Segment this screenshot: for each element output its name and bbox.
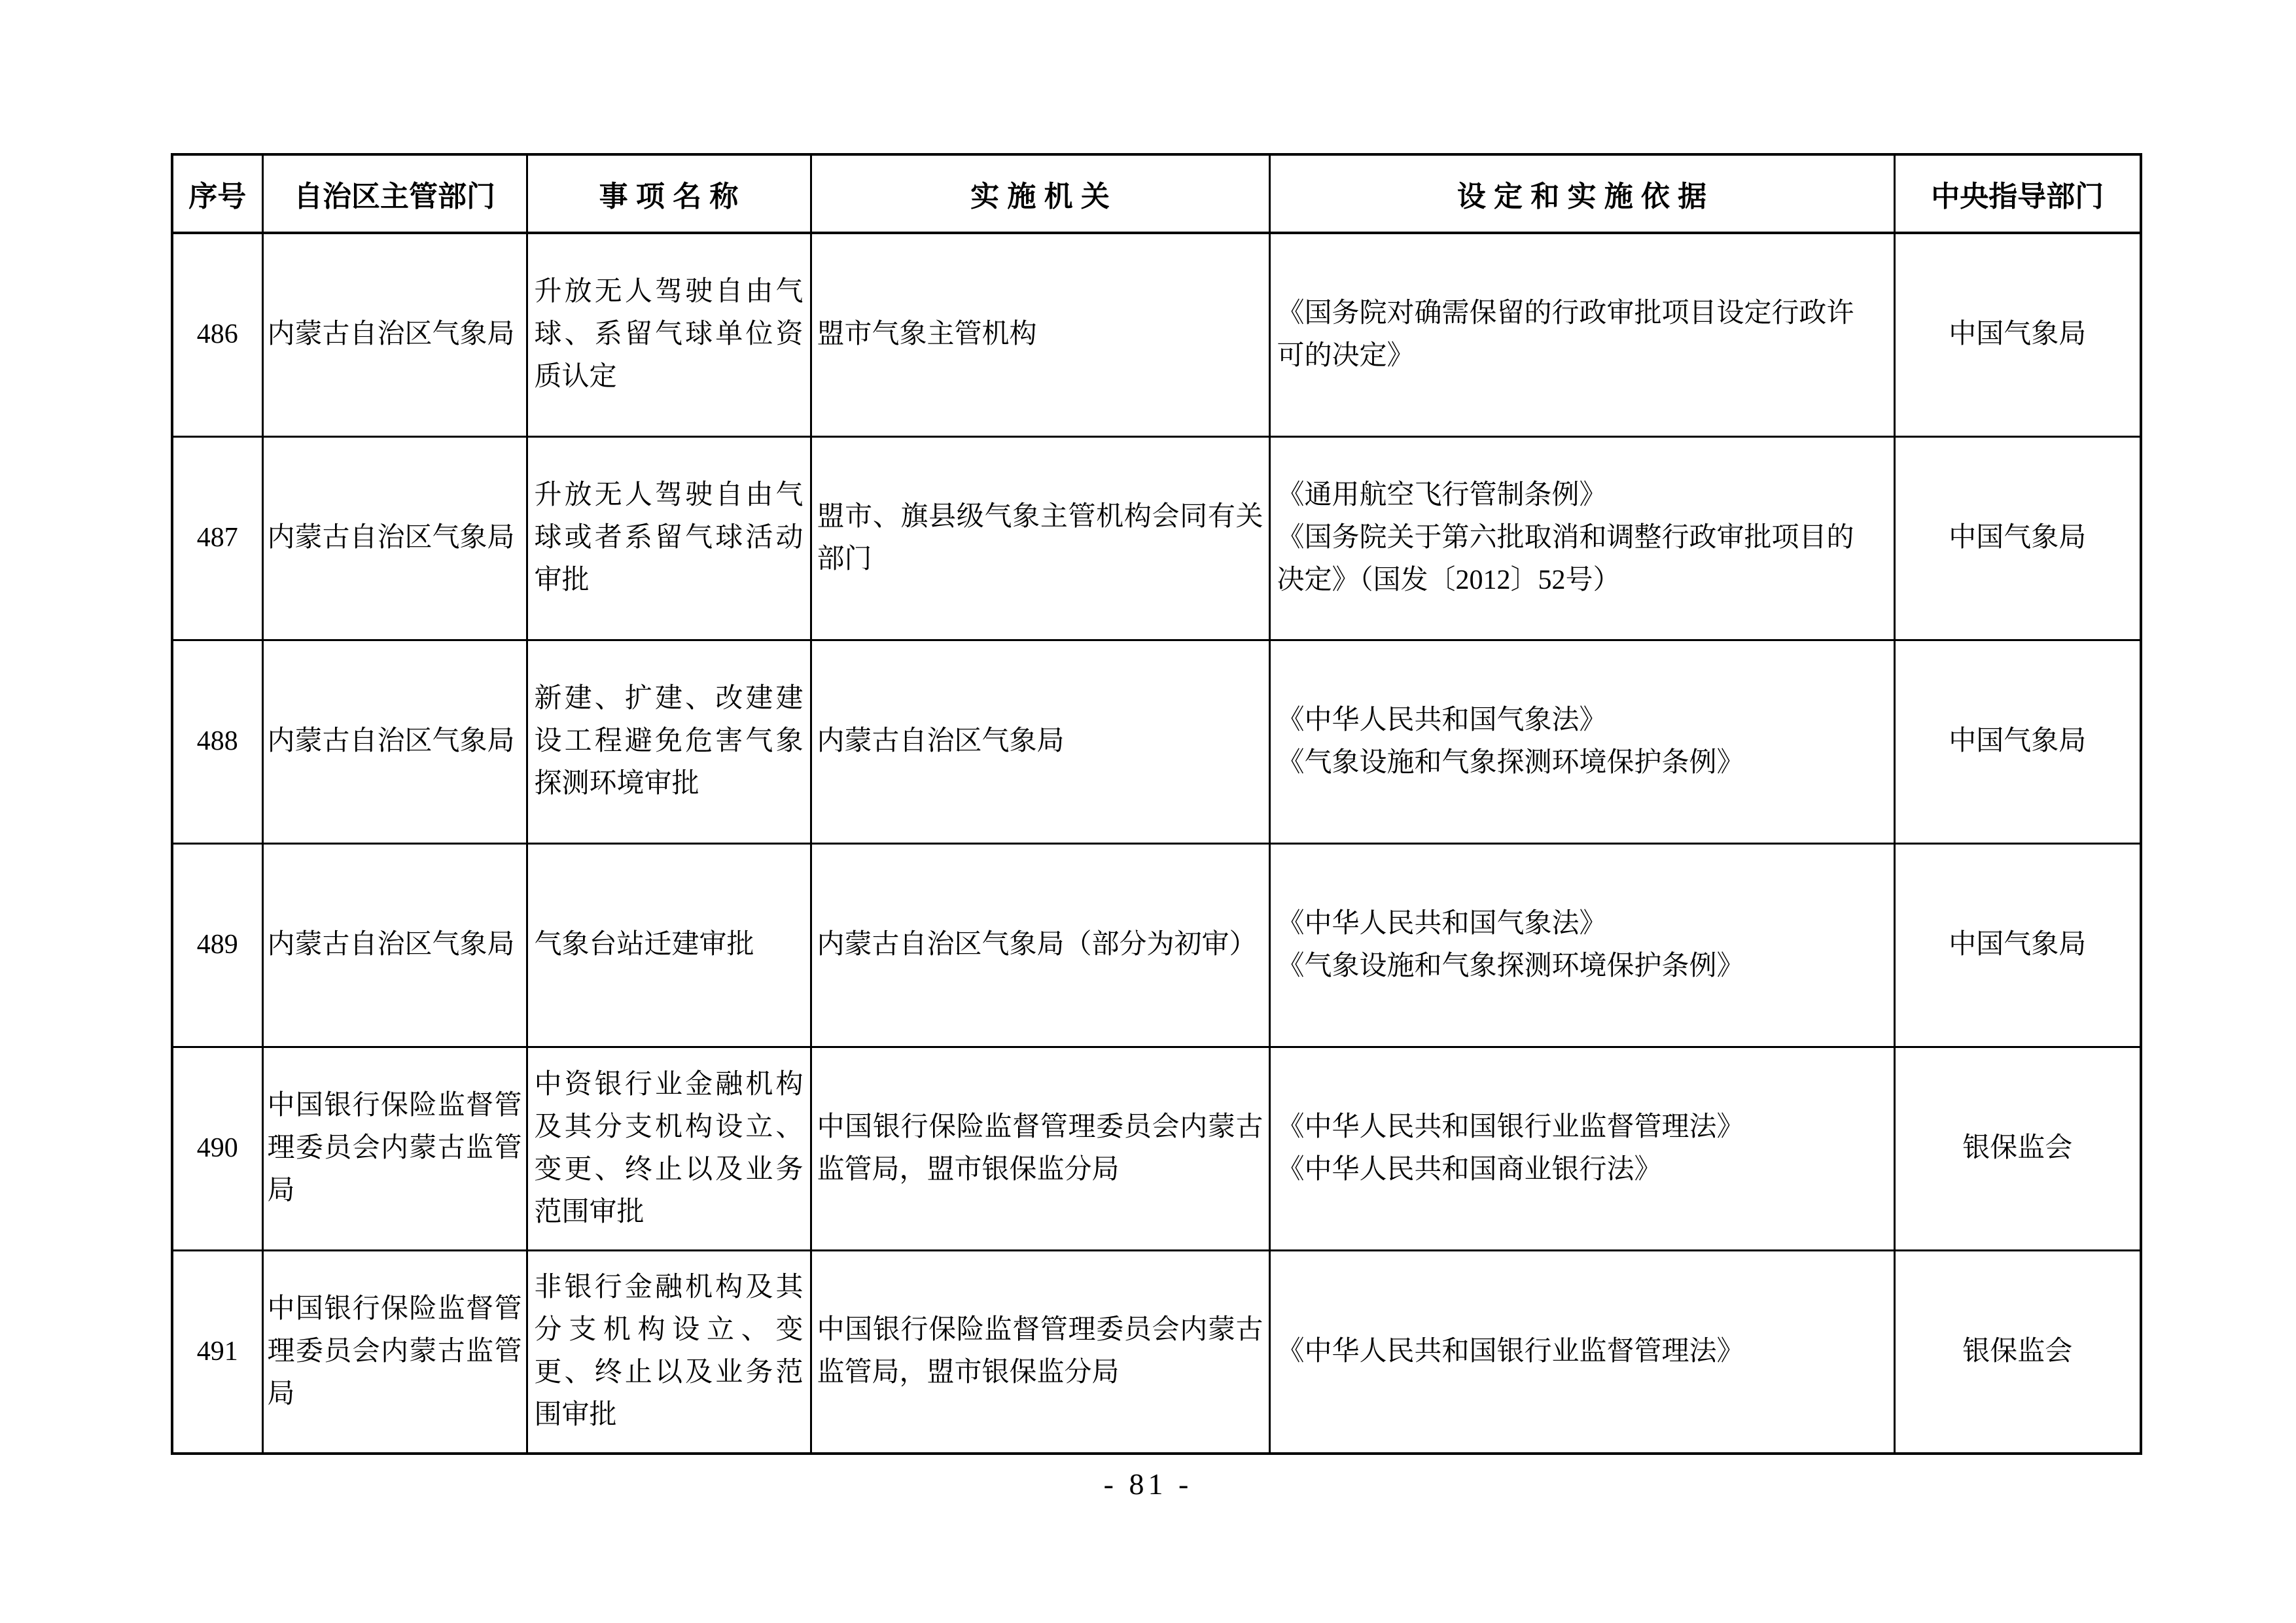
- basis-line: 《气象设施和气象探测环境保护条例》: [1277, 951, 1744, 981]
- table-row: [172, 436, 2141, 640]
- cell-agency: 内蒙古自治区气象局（部分为初审）: [811, 843, 1269, 1047]
- table-row: [172, 233, 2141, 436]
- col-header-agency: 实 施 机 关: [811, 154, 1269, 233]
- cell-agency: 盟市、旗县级气象主管机构会同有关部门: [811, 436, 1269, 640]
- table-row: [172, 843, 2141, 1047]
- cell-serial: 486: [172, 233, 262, 436]
- cell-agency: 内蒙古自治区气象局: [811, 640, 1269, 843]
- col-header-item-name: 事 项 名 称: [527, 154, 811, 233]
- cell-serial: 490: [172, 1047, 262, 1250]
- cell-central-department: 中国气象局: [1894, 233, 2141, 436]
- page-number: - 81 -: [1103, 1467, 1193, 1501]
- cell-basis: [1269, 843, 1894, 1047]
- cell-basis: [1269, 233, 1894, 436]
- cell-agency: 中国银行保险监督管理委员会内蒙古监管局，盟市银保监分局: [811, 1250, 1269, 1454]
- cell-item-name: 升放无人驾驶自由气球、系留气球单位资质认定: [527, 233, 811, 436]
- approval-items-table: [171, 153, 2142, 1455]
- header-row: [172, 154, 2141, 233]
- cell-department: 内蒙古自治区气象局: [262, 233, 527, 436]
- cell-central-department: 银保监会: [1894, 1047, 2141, 1250]
- table-row: [172, 1047, 2141, 1250]
- col-header-serial: 序号: [172, 154, 262, 233]
- basis-line: 《国务院对确需保留的行政审批项目设定行政许可的决定》: [1277, 298, 1854, 371]
- cell-basis: [1269, 640, 1894, 843]
- col-header-basis: 设 定 和 实 施 依 据: [1269, 154, 1894, 233]
- col-header-department: 自治区主管部门: [262, 154, 527, 233]
- table-header: [172, 154, 2141, 233]
- cell-department: 中国银行保险监督管理委员会内蒙古监管局: [262, 1250, 527, 1454]
- cell-department: 内蒙古自治区气象局: [262, 640, 527, 843]
- basis-line: 《中华人民共和国气象法》: [1277, 908, 1607, 939]
- cell-agency: 盟市气象主管机构: [811, 233, 1269, 436]
- cell-agency: 中国银行保险监督管理委员会内蒙古监管局，盟市银保监分局: [811, 1047, 1269, 1250]
- cell-basis: [1269, 1047, 1894, 1250]
- cell-item-name: 升放无人驾驶自由气球或者系留气球活动审批: [527, 436, 811, 640]
- cell-item-name: 气象台站迁建审批: [527, 843, 811, 1047]
- cell-serial: 489: [172, 843, 262, 1047]
- col-header-central: 中央指导部门: [1894, 154, 2141, 233]
- basis-line: 《中华人民共和国银行业监督管理法》: [1277, 1111, 1744, 1142]
- cell-department: 内蒙古自治区气象局: [262, 843, 527, 1047]
- basis-line: 《中华人民共和国商业银行法》: [1277, 1154, 1662, 1185]
- basis-line: 《国务院关于第六批取消和调整行政审批项目的决定》（国发〔2012〕52号）: [1277, 523, 1854, 595]
- cell-department: 中国银行保险监督管理委员会内蒙古监管局: [262, 1047, 527, 1250]
- cell-central-department: 中国气象局: [1894, 436, 2141, 640]
- cell-serial: 491: [172, 1250, 262, 1454]
- cell-central-department: 中国气象局: [1894, 640, 2141, 843]
- basis-line: 《通用航空飞行管制条例》: [1277, 480, 1607, 510]
- cell-serial: 487: [172, 436, 262, 640]
- cell-central-department: 中国气象局: [1894, 843, 2141, 1047]
- cell-basis: [1269, 1250, 1894, 1454]
- basis-line: 《中华人民共和国气象法》: [1277, 705, 1607, 735]
- table-row: [172, 640, 2141, 843]
- cell-item-name: 非银行金融机构及其分支机构设立、变更、终止以及业务范围审批: [527, 1250, 811, 1454]
- cell-serial: 488: [172, 640, 262, 843]
- cell-basis: [1269, 436, 1894, 640]
- cell-department: 内蒙古自治区气象局: [262, 436, 527, 640]
- cell-item-name: 新建、扩建、改建建设工程避免危害气象探测环境审批: [527, 640, 811, 843]
- cell-central-department: 银保监会: [1894, 1250, 2141, 1454]
- basis-line: 《中华人民共和国银行业监督管理法》: [1277, 1336, 1744, 1367]
- cell-item-name: 中资银行业金融机构及其分支机构设立、变更、终止以及业务范围审批: [527, 1047, 811, 1250]
- basis-line: 《气象设施和气象探测环境保护条例》: [1277, 747, 1744, 778]
- table-row: [172, 1250, 2141, 1454]
